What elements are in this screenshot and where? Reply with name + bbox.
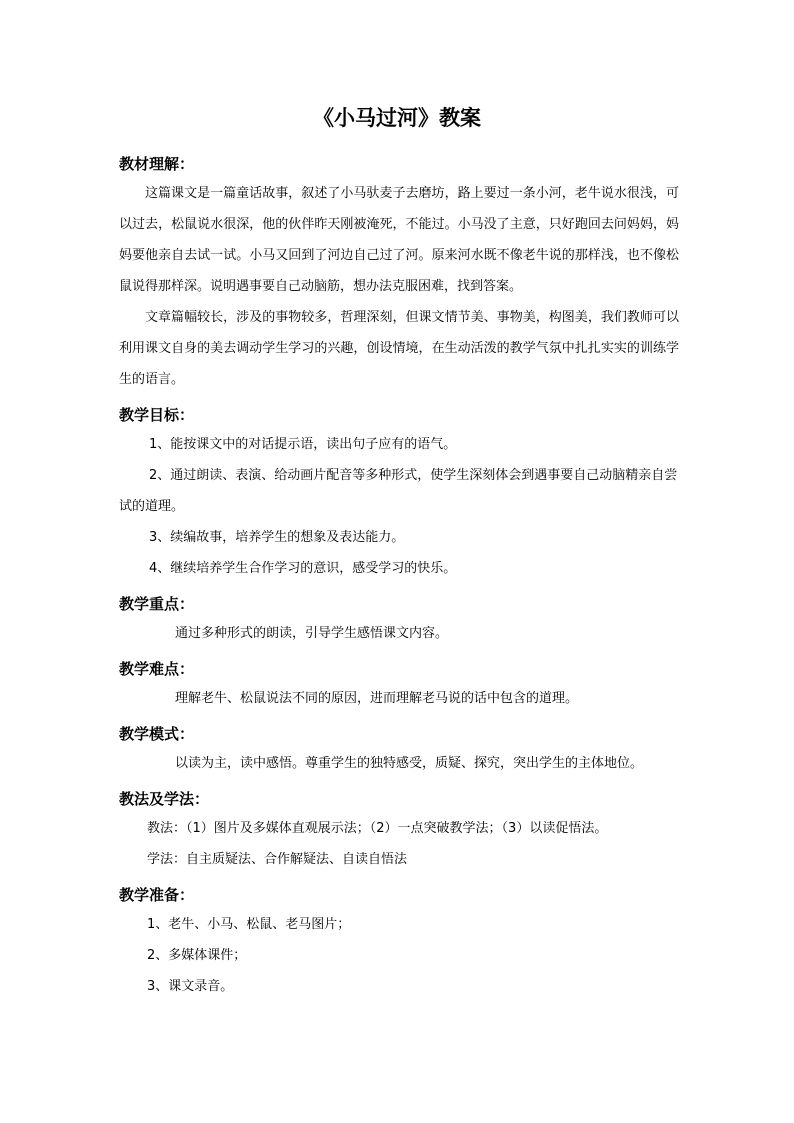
material-paragraph-1: 这篇课文是一篇童话故事，叙述了小马驮麦子去磨坊，路上要过一条小河，老牛说水很浅，可以过去，松鼠说水很深，他的伙伴昨天刚被淹死，不能过。小马没了主意，只好跑回去问妈妈，妈妈要他亲自去试一试。小马又回到了河边自己过了河。原来河水既不像老牛说的那样浅，也不像松鼠说得那样深。说明遇事要自己动脑筋，想办法克服困难，找到答案。 [119, 186, 679, 294]
section-heading-key-points: 教学重点： [119, 595, 195, 613]
goal-item-3: 3、续编故事，培养学生的想象及表达能力。 [149, 530, 405, 545]
teaching-methods-text: 教法：（1）图片及多媒体直观展示法；（2）一点突破教学法；（3）以读促悟法。 [147, 821, 608, 836]
preparation-item-2: 2、多媒体课件； [147, 948, 247, 963]
section-heading-goals: 教学目标： [119, 406, 195, 424]
section-heading-material: 教材理解： [119, 155, 195, 173]
preparation-item-1: 1、老牛、小马、松鼠、老马图片； [147, 917, 351, 932]
goal-item-4: 4、继续培养学生合作学习的意识，感受学习的快乐。 [149, 561, 457, 576]
section-heading-preparation: 教学准备： [119, 886, 195, 904]
document-body [119, 150, 679, 1002]
page-title: 《小马过河》教案 [313, 106, 481, 130]
learning-methods-text: 学法：自主质疑法、合作解疑法、自读自悟法 [147, 852, 408, 867]
goal-item-2: 2、通过朗读、表演、给动画片配音等多种形式，使学生深刻体会到遇事要自己动脑精亲自尝试的道理。 [119, 468, 678, 514]
section-heading-methods: 教法及学法： [119, 790, 210, 808]
key-points-text: 通过多种形式的朗读，引导学生感悟课文内容。 [175, 626, 449, 641]
section-heading-mode: 教学模式： [119, 725, 195, 743]
mode-text: 以读为主，读中感悟。尊重学生的独特感受，质疑、探究，突出学生的主体地位。 [175, 756, 644, 771]
goal-item-1: 1、能按课文中的对话提示语，读出句子应有的语气。 [149, 437, 457, 452]
section-heading-difficulties: 教学难点： [119, 660, 195, 678]
material-paragraph-2: 文章篇幅较长，涉及的事物较多，哲理深刻，但课文情节美、事物美，构图美，我们教师可以利用课文自身的美去调动学生学习的兴趣，创设情境，在生动活泼的教学气氛中扎扎实实的训练学生的语言。 [119, 310, 679, 387]
difficulties-text: 理解老牛、松鼠说法不同的原因，进而理解老马说的话中包含的道理。 [175, 691, 579, 706]
preparation-item-3: 3、课文录音。 [147, 979, 234, 994]
